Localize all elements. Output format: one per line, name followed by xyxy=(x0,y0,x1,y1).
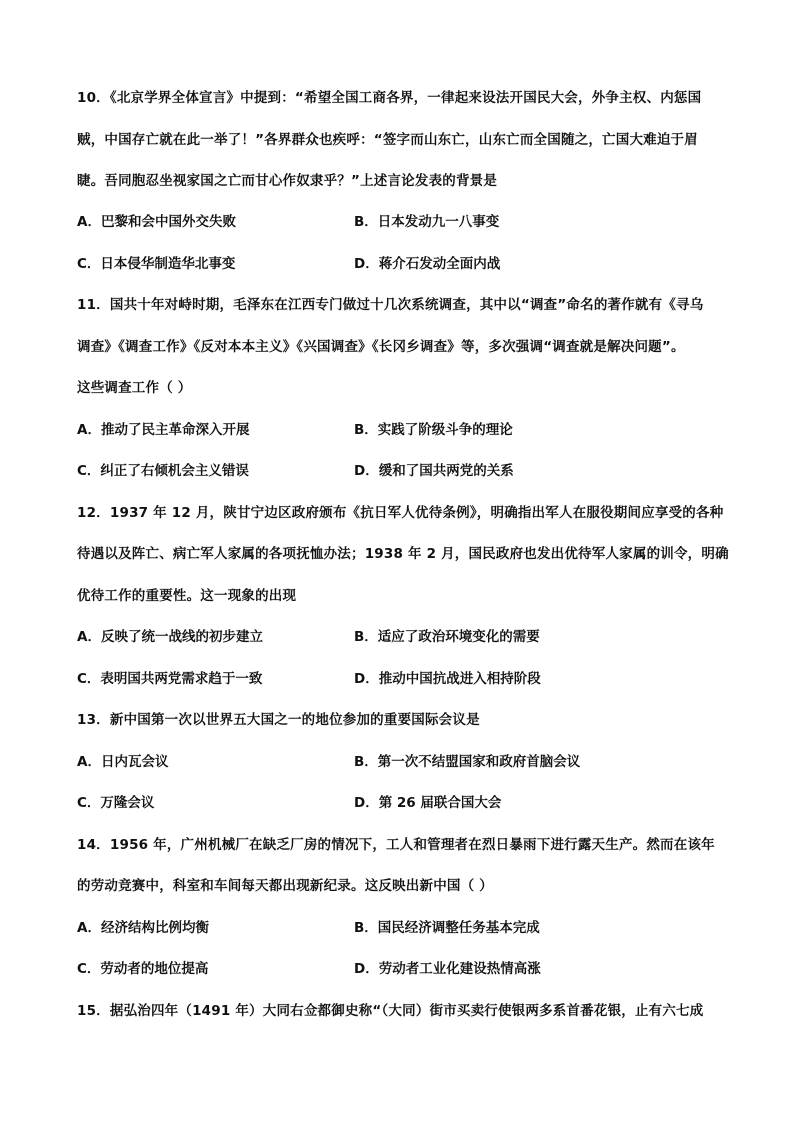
question-13-line-1: 13．新中国第一次以世界五大国之一的地位参加的重要国际会议是 xyxy=(77,712,480,728)
question-10-line-3: 睫。吾同胞忍坐视家国之亡而甘心作奴隶乎？”上述言论发表的背景是 xyxy=(77,173,498,189)
question-10-line-1: 10．《北京学界全体宣言》中提到：“希望全国工商各界，一律起来设法开国民大会，外争主权、内惩国 xyxy=(77,90,702,106)
question-14-option-a: A．经济结构比例均衡 xyxy=(77,920,209,936)
question-12-option-b: B．适应了政治环境变化的需要 xyxy=(354,629,540,645)
question-12-option-a: A．反映了统一战线的初步建立 xyxy=(77,629,263,645)
question-14-option-d: D．劳动者工业化建设热情高涨 xyxy=(354,961,541,977)
question-11-line-1: 11．国共十年对峙时期，毛泽东在江西专门做过十几次系统调查，其中以“调查”命名的著作就有《寻乌 xyxy=(77,297,704,313)
question-14-line-1: 14．1956 年，广州机械厂在缺乏厂房的情况下，工人和管理者在烈日暴雨下进行露天生产。然而在该年 xyxy=(77,837,715,853)
question-10-option-a: A．巴黎和会中国外交失败 xyxy=(77,214,236,230)
question-10-option-b: B．日本发动九一八事变 xyxy=(354,214,500,230)
question-12-option-d: D．推动中国抗战进入相持阶段 xyxy=(354,671,541,687)
question-12-option-c: C．表明国共两党需求趋于一致 xyxy=(77,671,263,687)
question-11-line-2: 调查》《调查工作》《反对本本主义》《兴国调查》《长冈乡调查》等，多次强调“调查就是解决问题”。 xyxy=(77,339,685,355)
question-10-line-2: 贼，中国存亡就在此一举了！”各界群众也疾呼：“签字而山东亡，山东亡而全国随之，亡国大难迫于眉 xyxy=(77,132,698,148)
question-13-option-b: B．第一次不结盟国家和政府首脑会议 xyxy=(354,754,581,770)
question-13-option-c: C．万隆会议 xyxy=(77,795,155,811)
question-12-line-2: 待遇以及阵亡、病亡军人家属的各项抚恤办法；1938 年 2 月，国民政府也发出优待军人家属的训令，明确 xyxy=(77,546,729,562)
question-11-line-3: 这些调查工作（ ） xyxy=(77,380,192,396)
question-11-option-d: D．缓和了国共两党的关系 xyxy=(354,463,514,479)
question-13-option-d: D．第 26 届联合国大会 xyxy=(354,795,502,811)
question-11-option-a: A．推动了民主革命深入开展 xyxy=(77,422,250,438)
question-10-option-d: D．蒋介石发动全面内战 xyxy=(354,256,501,272)
question-11-option-c: C．纠正了右倾机会主义错误 xyxy=(77,463,249,479)
question-15-line-1: 15．据弘治四年（1491 年）大同右佥都御史称“（大同）街市买卖行使银两多系首番花银，止有六七成 xyxy=(77,1003,704,1019)
question-11-option-b: B．实践了阶级斗争的理论 xyxy=(354,422,513,438)
question-14-line-2: 的劳动竞赛中，科室和车间每天都出现新纪录。这反映出新中国（ ） xyxy=(77,878,493,894)
question-12-line-3: 优待工作的重要性。这一现象的出现 xyxy=(77,588,297,604)
question-14-option-b: B．国民经济调整任务基本完成 xyxy=(354,920,540,936)
question-10-option-c: C．日本侵华制造华北事变 xyxy=(77,256,236,272)
question-13-option-a: A．日内瓦会议 xyxy=(77,754,169,770)
question-14-option-c: C．劳动者的地位提高 xyxy=(77,961,209,977)
question-12-line-1: 12．1937 年 12 月，陕甘宁边区政府颁布《抗日军人优待条例》，明确指出军人在服役期间应享受的各种 xyxy=(77,505,724,521)
